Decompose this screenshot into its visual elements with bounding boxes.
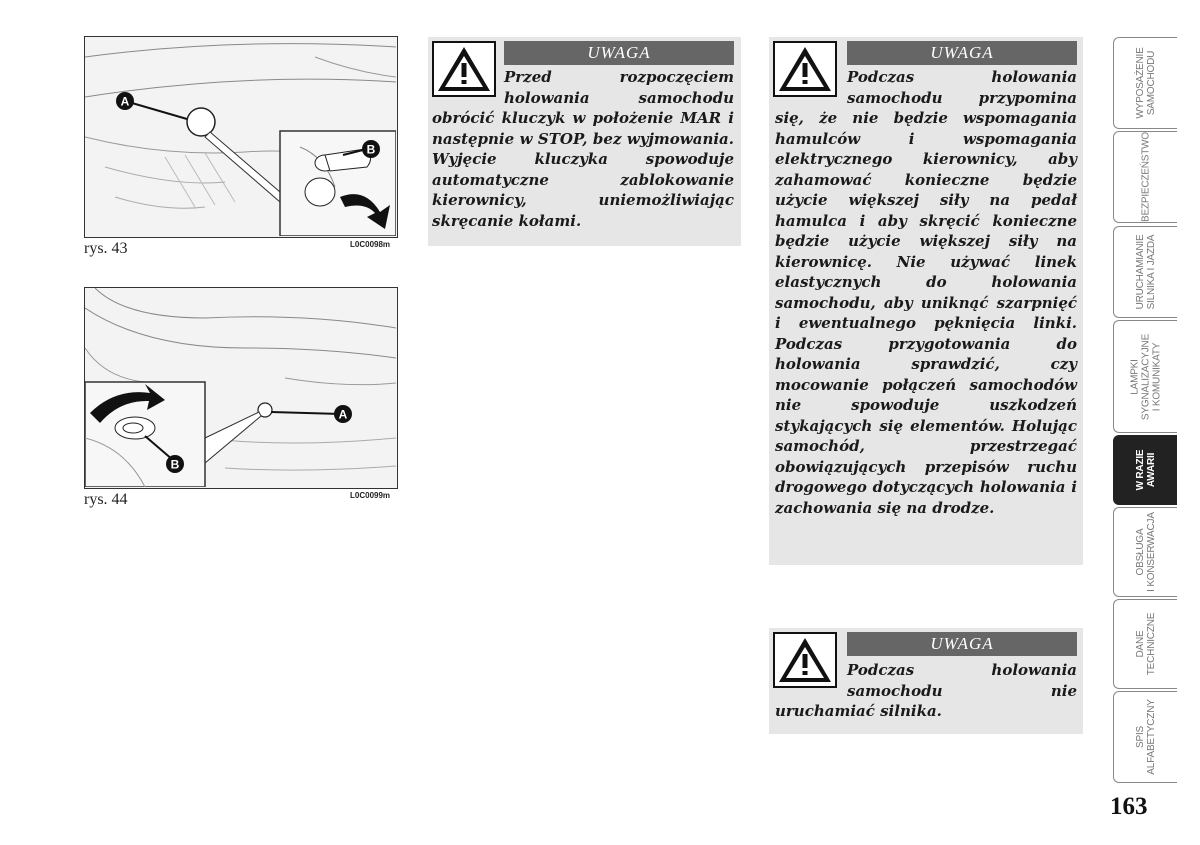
warning-header: UWAGA: [504, 41, 734, 65]
figure-44-marker-b: B: [170, 457, 180, 472]
figure-43-illustration: [85, 37, 396, 236]
tab-label: OBSŁUGA I KONSERWACJA: [1134, 512, 1157, 592]
figure-44: [84, 287, 398, 489]
tab-obsluga[interactable]: [1113, 507, 1177, 597]
tab-label: LAMPKI SYGNALIZACYJNE I KOMUNIKATY: [1129, 333, 1162, 420]
figure-43-caption: rys. 43: [84, 240, 128, 257]
warning-box-engine: [769, 628, 1083, 734]
tab-uruchamianie[interactable]: [1113, 226, 1177, 318]
warning-box-towing: [769, 37, 1083, 565]
tab-dane-techniczne[interactable]: [1113, 599, 1177, 689]
tab-label: URUCHAMIANIE SILNIKA I JAZDA: [1134, 234, 1157, 310]
warning-header: UWAGA: [847, 41, 1077, 65]
figure-44-caption: rys. 44: [84, 491, 128, 508]
figure-43: [84, 36, 398, 238]
warning-text: [432, 67, 734, 231]
tab-bezpieczenstwo[interactable]: [1113, 131, 1177, 223]
page-number: 163: [1110, 793, 1148, 820]
tab-spis-alfabetyczny[interactable]: [1113, 691, 1177, 783]
figure-43-marker-a: A: [120, 94, 130, 109]
warning-text: [775, 660, 1077, 722]
figure-44-code: L0C0099m: [350, 491, 391, 500]
tab-label: SPIS ALFABETYCZNY: [1134, 699, 1157, 775]
warning-text-content: Przed rozpoczęciem holowania samochodu obrócić kluczyk w położenie MAR i następnie w STOP, bez wyjmowania. Wyjęcie kluczyka spowoduje automatyczne zablokowanie kierownicy, uniemożliwiając skręcanie kołami.: [432, 68, 734, 230]
tab-label: WYPOSAŻENIE SAMOCHODU: [1134, 47, 1157, 119]
figure-43-code: L0C0098m: [350, 240, 391, 249]
tab-label: W RAZIE AWARII: [1134, 449, 1157, 491]
figure-43-marker-b: B: [366, 142, 376, 157]
tab-label: BEZPIECZEŃSTWO: [1140, 132, 1151, 222]
tab-w-razie-awarii[interactable]: [1113, 435, 1177, 505]
tab-label: DANE TECHNICZNE: [1134, 612, 1157, 676]
figure-44-illustration: [85, 288, 396, 487]
warning-header: UWAGA: [847, 632, 1077, 656]
warning-box-ignition: [428, 37, 741, 246]
warning-text: [775, 67, 1077, 518]
warning-text-content: Podczas holowania samochodu przypomina się, że nie będzie wspomagania hamulców i wspomagania elektrycznego kierownicy, aby zahamować konieczne będzie użycie większej siły na pedał hamulca i aby skręcić konieczne będzie użycie większej siły na kierownicę. Nie używać linek elastycznych do holowania samochodu, aby uniknąć szarpnięć i ewentualnego pęknięcia linki. Podczas przygotowania do holowania sprawdzić, czy mocowanie połączeń samochodów nie spowoduje uszkodzeń stykających się elementów. Holując samochód, przestrzegać obowiązujących przepisów ruchu drogowego dotyczących holowania i zachowania się na drodze.: [775, 68, 1077, 517]
warning-text-content: Podczas holowania samochodu nie uruchamiać silnika.: [775, 661, 1077, 720]
figure-44-marker-a: A: [338, 407, 348, 422]
tab-lampki[interactable]: [1113, 320, 1177, 433]
tab-wyposazenie[interactable]: [1113, 37, 1177, 129]
